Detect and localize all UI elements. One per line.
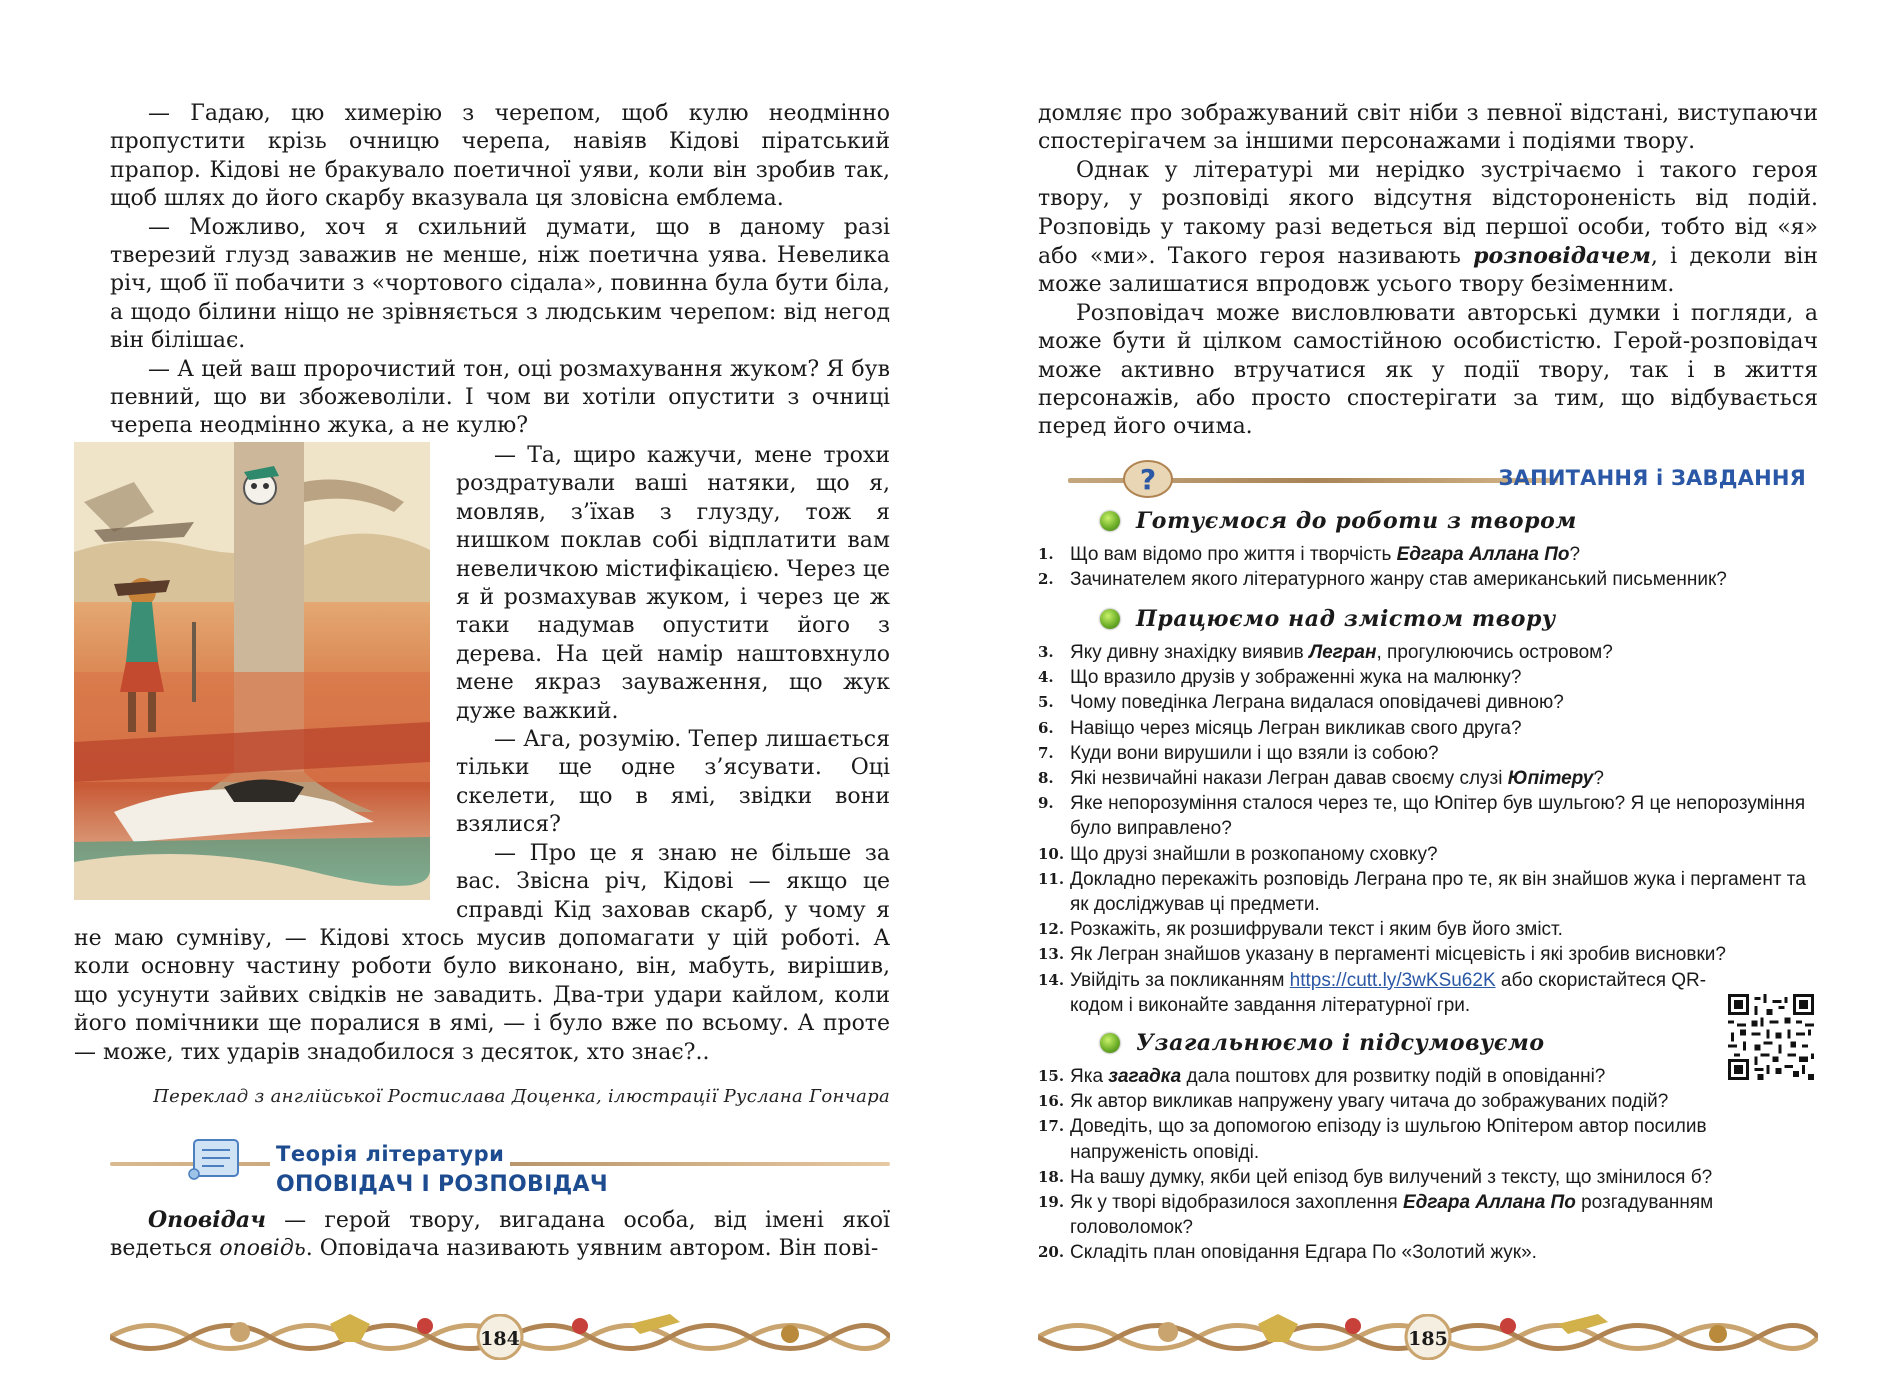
question-list-2 [1038,640,1828,1018]
question-number: 10. [1038,844,1065,863]
pirate-illustration-drawing [74,442,430,900]
left-top-text [110,100,890,441]
text-run: Яка [1070,1066,1109,1087]
term-storyteller: розповідачем [1473,243,1651,270]
section-title: Узагальнюємо і підсумовуємо [1136,1030,1545,1056]
text-run: ? [1569,544,1581,565]
paragraph: — Про це я знаю не більше за вас. Звісна річ, Кідові — якщо це справді Кід заховав скарб, у чому я не маю сумніву, — Кідові хтось мусив допомагати у цій роботі. А коли основну частину роботи було виконано, він, мабуть, вирішив, що усунути зайвих свідків не завадить. Два-три удари кайлом, коли його помічники ще поралися в ямі, — і було вже по всьому. А проте — може, тих ударів знадобилося з десяток, хто знає?.. [74,840,890,1065]
question-item [1038,917,1828,942]
author-name: Едгара Аллана По [1402,1192,1576,1214]
question-number: 15. [1038,1067,1065,1085]
section-heading [1100,1030,1545,1056]
section-title: Готуємося до роботи з твором [1136,508,1577,534]
question-item [1038,716,1828,741]
question-item [1038,766,1828,791]
term-narration: оповідь [219,1236,306,1262]
question-text [1070,766,1828,791]
question-text [1070,542,1828,567]
question-mark-icon [1122,455,1174,499]
question-item [1038,542,1828,567]
question-text [1070,640,1828,665]
text-run: Однак у літературі ми нерідко зустрічаємо і такого героя твору, у розповіді якого відсутня відстороненість від подій. Розповідь у такому разі ведеться від першої особи, тобто від «я» або «ми». Такого героя називають [1038,157,1818,270]
text-run: , і деколи він може залишатися впродовж усього твору безіменним. [1038,244,1818,298]
text-run: або скористайтеся QR-кодом і виконайте завдання літературної гри. [1070,969,1707,1016]
left-wrapped-text [74,442,890,1067]
question-number: 8. [1038,769,1054,788]
question-item [1038,1114,1828,1164]
question-item [1038,791,1828,841]
questions-title: ЗАПИТАННЯ і ЗАВДАННЯ [1498,466,1806,490]
question-number: 17. [1038,1117,1065,1136]
paragraph: Розповідач може висловлювати авторські думки і погляди, а може бути й цілком самостійною особистістю. Герой-розповідач може активно втручатися як у події твору, так і в життя персонажів, або просто спостерігати за тим, що відбувається перед його очима. [1038,300,1818,440]
text-run: , прогулюючись островом? [1376,642,1613,663]
text-run: Яку дивну знахідку виявив [1070,642,1310,663]
question-number: 6. [1038,718,1054,737]
question-item [1038,690,1828,715]
question-number: 2. [1038,570,1054,589]
question-text [1070,968,1718,1018]
question-text: Зачинателем якого літературного жанру став американський письменник? [1070,569,1727,591]
question-number: 20. [1038,1243,1065,1262]
question-number: 13. [1038,945,1065,964]
question-text: Докладно перекажіть розповідь Леграна про те, як він знайшов жука і пергамент та як досліджував ці предмети. [1070,868,1806,916]
author-name: Едгара Аллана По [1396,544,1570,565]
question-text [1070,1064,1828,1089]
text-run: . Оповідача називають уявним автором. Він пові- [305,1236,879,1262]
paragraph: — Ага, розумію. Тепер лишається тільки ще одне з’ясувати. Оці скелети, що в ямі, звідки вони взялися? [456,727,890,838]
question-number: 4. [1038,668,1054,687]
question-item [1038,741,1828,766]
paragraph: — А цей ваш пророчистий тон, оці розмахування жуком? Я був певний, що ви збожеволіли. І чом ви хотіли опустити з очниці черепа неодмінно жука, а не кулю? [110,356,890,439]
green-bullet-icon [1100,511,1120,531]
question-text: Що вразило друзів у зображенні жука на малюнку? [1070,667,1522,689]
left-footer-ornament [110,1300,890,1370]
question-text: Доведіть, що за допомогою епізоду із шульгою Юпітером автор посилив напруженість оповіді. [1070,1116,1707,1163]
text-run: Увійдіть за покликанням [1070,969,1290,991]
question-text: Куди вони вирушили і що взяли із собою? [1070,742,1439,764]
text-run: розгадуванням головоломок? [1070,1192,1714,1239]
text-run: Як у творі відобразилося захоплення [1070,1192,1403,1214]
paragraph: — Можливо, хоч я схильний думати, що в даному разі тверезий глузд заважив не менше, ніж поетична уява. Невелика річ, щоб її побачити з «чортового сідала», повинна була бути біла, а щодо білини ніщо не зрівняється з людським черепом: від негод він білішає. [110,214,890,354]
question-item [1038,842,1828,867]
question-item [1038,1165,1828,1190]
question-number: 3. [1038,643,1054,661]
question-item [1038,867,1828,917]
green-bullet-icon [1100,1033,1120,1053]
scroll-icon [186,1134,246,1182]
term-narrator: Оповідач [148,1207,266,1233]
right-footer-ornament [1038,1300,1818,1370]
question-item [1038,1064,1828,1089]
question-text: Чому поведінка Леграна видалася оповідачеві дивною? [1070,692,1564,714]
section-title: Працюємо над змістом твору [1136,606,1556,632]
question-item [1038,1240,1828,1265]
paragraph: — Гадаю, цю химерію з черепом, щоб кулю неодмінно пропустити крізь очницю черепа, навіяв Кідові піратський прапор. Кідові не бракувало поетичної уяви, коли він зробив так, щоб шлях до його скарбу вказувала ця зловісна емблема. [110,101,890,212]
question-number: 1. [1038,545,1054,563]
game-link[interactable]: https://cutt.ly/3wKSu62K [1289,969,1496,991]
character-name: Легран [1309,642,1377,663]
paragraph [1038,157,1818,300]
question-text: Навіщо через місяць Легран викликав свого друга? [1070,717,1522,739]
page-number: 184 [480,1328,520,1350]
question-number: 5. [1038,693,1054,712]
question-text: Складіть план оповідання Едгара По «Золотий жук». [1070,1242,1537,1264]
green-bullet-icon [1100,609,1120,629]
question-number: 9. [1038,794,1054,813]
question-list-1 [1038,542,1828,592]
question-number: 12. [1038,920,1065,939]
question-text [1070,1190,1828,1240]
question-text: Як автор викликав напружену увагу читача до зображуваних подій? [1070,1091,1669,1113]
theory-title: ОПОВІДАЧ І РОЗПОВІДАЧ [276,1172,608,1197]
questions-heading [1038,452,1818,502]
svg-text:?: ? [1139,463,1157,496]
text-run: Які незвичайні накази Легран давав своєму слузі [1070,768,1508,790]
paragraph [110,1206,890,1264]
paragraph: домляє про зображуваний світ ніби з певної відстані, виступаючи спостерігачем за іншими персонажами і подіями твору. [1038,101,1818,155]
question-text: Як Легран знайшов указану в пергаменті місцевість і які зробив висновки? [1070,944,1726,966]
theory-label: Теорія літератури [270,1142,510,1166]
right-top-text [1038,100,1818,442]
character-name: Юпітеру [1507,768,1594,790]
question-text: Розкажіть, як розшифрували текст і яким був його зміст. [1070,919,1563,941]
question-text: Яке непорозуміння сталося через те, що Юпітер був шульгою? Я це непорозуміння було виправлено? [1070,793,1806,840]
question-item [1038,968,1718,1018]
page-number: 185 [1408,1328,1448,1350]
text-run: — герой твору, вигадана особа, від імені якої ведеться [110,1208,890,1262]
question-item [1038,640,1828,665]
question-number: 19. [1038,1193,1065,1212]
question-list-3 [1038,1064,1828,1266]
section-heading [1100,606,1556,632]
question-number: 11. [1038,869,1065,888]
theory-text [110,1206,890,1264]
question-text: На вашу думку, якби цей епізод був вилучений з тексту, що змінилося б? [1070,1166,1713,1188]
pirate-illustration [74,442,430,900]
question-item [1038,1089,1828,1114]
key-term: загадка [1108,1066,1182,1087]
text-run: Що вам відомо про життя і творчість [1070,544,1397,565]
section-heading [1100,508,1577,534]
question-number: 16. [1038,1092,1065,1111]
question-item [1038,1190,1828,1240]
question-number: 14. [1038,970,1065,989]
question-item [1038,665,1828,690]
question-item [1038,942,1828,967]
paragraph: — Та, щиро кажучи, мене трохи роздратували ваші натяки, що я, мовляв, з’їхав з глузду, тож я нишком поклав собі відплатити вам невеличкою містифікацією. Через це я й розмахував жуком, і через це ж таки надумав опустити його з дерева. На цей намір наштовхнуло мене якраз зауваження, що жук дуже важкий. [456,443,890,724]
question-number: 7. [1038,743,1054,762]
question-number: 18. [1038,1167,1065,1186]
theory-heading [110,1130,890,1197]
text-run: дала поштовх для розвитку подій в оповіданні? [1181,1066,1606,1087]
question-text: Що друзі знайшли в розкопаному сховку? [1070,843,1438,865]
translation-credit: Переклад з англійської Ростислава Доценка, ілюстрації Руслана Гончара [153,1086,890,1107]
question-item [1038,567,1828,592]
right-page [952,0,1904,1400]
text-run: ? [1593,768,1604,790]
